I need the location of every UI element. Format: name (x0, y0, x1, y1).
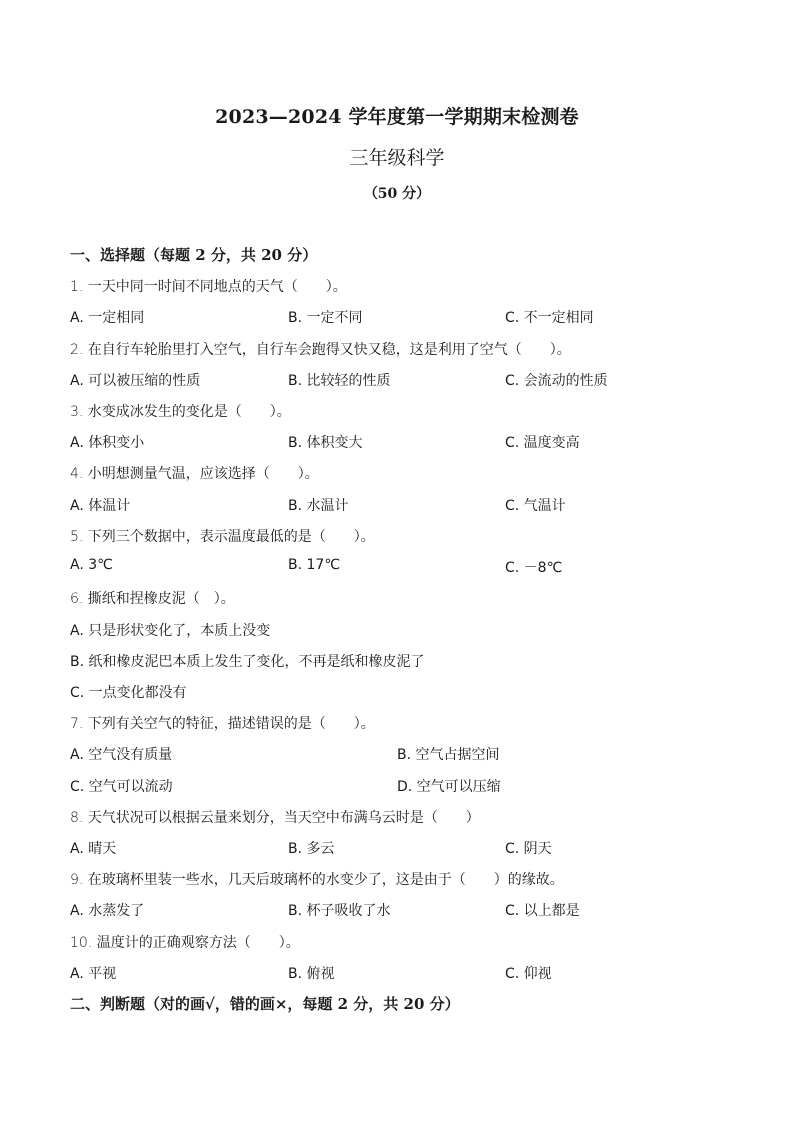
exam-title: 2023—2024 学年度第一学期期末检测卷 (215, 106, 579, 128)
option-a: A. 体温计 (70, 498, 131, 514)
option-c: C. －8℃ (505, 560, 563, 576)
question-stem: 4. 小明想测量气温，应该选择（ ）。 (70, 466, 319, 482)
exam-score: （50 分） (363, 186, 431, 202)
section-heading-judgement: 二、判断题（对的画√，错的画×，每题 2 分，共 20 分） (70, 995, 460, 1013)
option-b: B. 空气占据空间 (397, 747, 500, 763)
option-c: C. 会流动的性质 (505, 373, 608, 389)
question-stem: 1. 一天中同一时间不同地点的天气（ ）。 (70, 279, 347, 295)
option-b: B. 17℃ (288, 557, 341, 573)
option-a: A. 可以被压缩的性质 (70, 373, 201, 389)
question-stem: 2. 在自行车轮胎里打入空气，自行车会跑得又快又稳，这是利用了空气（ ）。 (70, 342, 571, 358)
option-a: A. 3℃ (70, 557, 113, 573)
question-stem: 6. 撕纸和捏橡皮泥（ ）。 (70, 591, 235, 607)
question-stem: 5. 下列三个数据中，表示温度最低的是（ ）。 (70, 529, 375, 545)
option-d: D. 空气可以压缩 (397, 779, 501, 795)
question-stem: 9. 在玻璃杯里装一些水，几天后玻璃杯的水变少了，这是由于（ ）的缘故。 (70, 872, 564, 888)
option-a: A. 水蒸发了 (70, 903, 145, 919)
option-b: B. 纸和橡皮泥巴本质上发生了变化，不再是纸和橡皮泥了 (70, 654, 425, 670)
option-b: B. 比较轻的性质 (288, 373, 391, 389)
option-c: C. 阴天 (505, 841, 552, 857)
option-b: B. 杯子吸收了水 (288, 903, 391, 919)
option-c: C. 以上都是 (505, 903, 580, 919)
section-heading-choice: 一、选择题（每题 2 分，共 20 分） (70, 246, 318, 264)
question-stem: 3. 水变成冰发生的变化是（ ）。 (70, 404, 291, 420)
question-stem: 10. 温度计的正确观察方法（ ）。 (70, 935, 300, 951)
option-b: B. 俯视 (288, 966, 335, 982)
option-a: A. 只是形状变化了，本质上没变 (70, 623, 271, 639)
option-b: B. 一定不同 (288, 310, 363, 326)
option-c: C. 仰视 (505, 966, 552, 982)
option-c: C. 一点变化都没有 (70, 685, 187, 701)
option-b: B. 体积变大 (288, 435, 363, 451)
option-c: C. 不一定相同 (505, 310, 594, 326)
option-c: C. 空气可以流动 (70, 779, 173, 795)
option-b: B. 水温计 (288, 498, 349, 514)
option-a: A. 空气没有质量 (70, 747, 173, 763)
option-a: A. 平视 (70, 966, 117, 982)
option-a: A. 晴天 (70, 841, 117, 857)
option-a: A. 体积变小 (70, 435, 145, 451)
option-b: B. 多云 (288, 841, 335, 857)
exam-subtitle: 三年级科学 (349, 147, 445, 169)
option-c: C. 气温计 (505, 498, 566, 514)
question-stem: 8. 天气状况可以根据云量来划分，当天空中布满乌云时是（ ） (70, 810, 480, 826)
option-a: A. 一定相同 (70, 310, 145, 326)
option-c: C. 温度变高 (505, 435, 580, 451)
question-stem: 7. 下列有关空气的特征，描述错误的是（ ）。 (70, 716, 375, 732)
